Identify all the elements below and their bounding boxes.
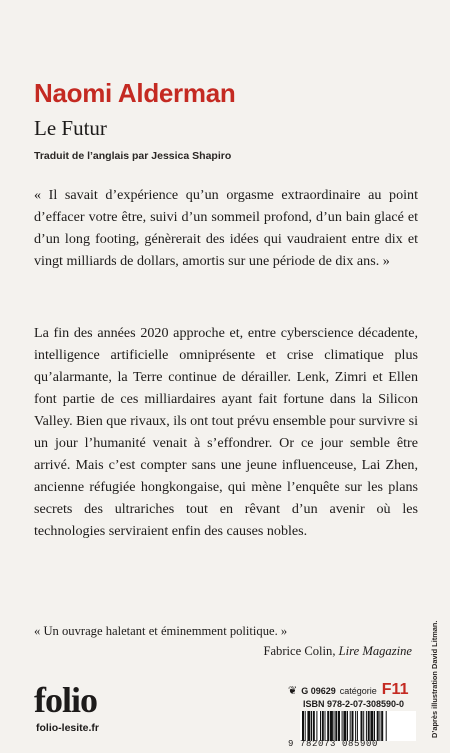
barcode-number: 9 782073 085900	[288, 739, 379, 749]
barcode-bar	[386, 711, 387, 741]
category-label: catégorie	[339, 686, 377, 696]
barcode-bar	[334, 711, 335, 741]
barcode-bar	[327, 711, 329, 741]
folio-emblem-icon: ❦	[288, 685, 298, 697]
isbn: ISBN 978-2-07-308590-0	[303, 699, 405, 709]
barcode-bar	[311, 711, 312, 741]
barcode-bar	[322, 711, 324, 741]
barcode-bar	[316, 711, 317, 741]
review-source: Lire Magazine	[338, 644, 412, 658]
author-name: Naomi Alderman	[34, 78, 236, 108]
barcode-bar	[374, 711, 375, 741]
press-review: « Un ouvrage haletant et éminemment politique. »	[34, 624, 288, 638]
barcode-bar	[355, 711, 356, 741]
barcode-bar	[379, 711, 380, 741]
barcode-bar	[363, 711, 364, 741]
barcode-bar	[330, 711, 333, 741]
review-attribution	[263, 644, 412, 659]
barcode-bar	[320, 711, 321, 741]
barcode-bar	[357, 711, 358, 741]
barcode-bar	[370, 711, 373, 741]
illustration-credit: D’après illustration David Litman.	[430, 620, 439, 738]
excerpt-quote: « Il savait d’expérience qu’un orgasme extraordinaire au point d’effacer votre être, suivi d’un sommeil profond, d’un bain glacé et d’un long footing, génèrerait des idées qui vaudraient entre dix et vingt milliards de dollars, amortis sur une période de dix ans. »	[34, 187, 418, 269]
barcode-bar	[352, 711, 354, 741]
barcode	[300, 711, 416, 741]
catalog-code: G 09629	[301, 686, 336, 696]
review-author: Fabrice Colin,	[263, 644, 336, 658]
barcode-bar	[307, 711, 310, 741]
barcode-bar	[343, 711, 346, 741]
publisher-logo: folio	[34, 680, 97, 720]
barcode-bar	[313, 711, 315, 741]
price-category: F11	[381, 681, 409, 698]
book-title: Le Futur	[34, 116, 107, 140]
translator-credit: Traduit de l’anglais par Jessica Shapiro	[34, 150, 232, 162]
barcode-bar	[350, 711, 351, 741]
barcode-bar	[342, 711, 343, 741]
barcode-bar	[325, 711, 326, 741]
barcode-bar	[305, 711, 306, 741]
publisher-website: folio-lesite.fr	[36, 722, 100, 734]
barcode-bar	[302, 711, 304, 741]
barcode-bar	[361, 711, 363, 741]
barcode-bar	[368, 711, 370, 741]
barcode-bar	[335, 711, 337, 741]
barcode-bar	[338, 711, 340, 741]
barcode-bar	[366, 711, 367, 741]
catalog-code-line	[288, 681, 408, 699]
barcode-bar	[377, 711, 379, 741]
barcode-bar	[347, 711, 348, 741]
synopsis: La fin des années 2020 approche et, entre cyberscience décadente, intelligence artificielle omniprésente et crise climatique plus qu’alarmante, la Terre continue de dérailler. Lenk, Zimri et Ellen font partie de ces milliardaires ayant fait fortune dans la Silicon Valley. Bien que rivaux, ils ont tout prévu ensemble pour survivre si un jour l’humanité venait à s’effondrer. Or ce jour semble être arrivé. Mais c’est compter sans une jeune influenceuse, Lai Zhen, ancienne réfugiée hongkongaise, qui mène l’enquête sur les plans secrets des ultrariches tout en rêvant d’un avenir où les technologies serviraient enfin des causes nobles.	[34, 325, 418, 539]
barcode-bar	[381, 711, 383, 741]
